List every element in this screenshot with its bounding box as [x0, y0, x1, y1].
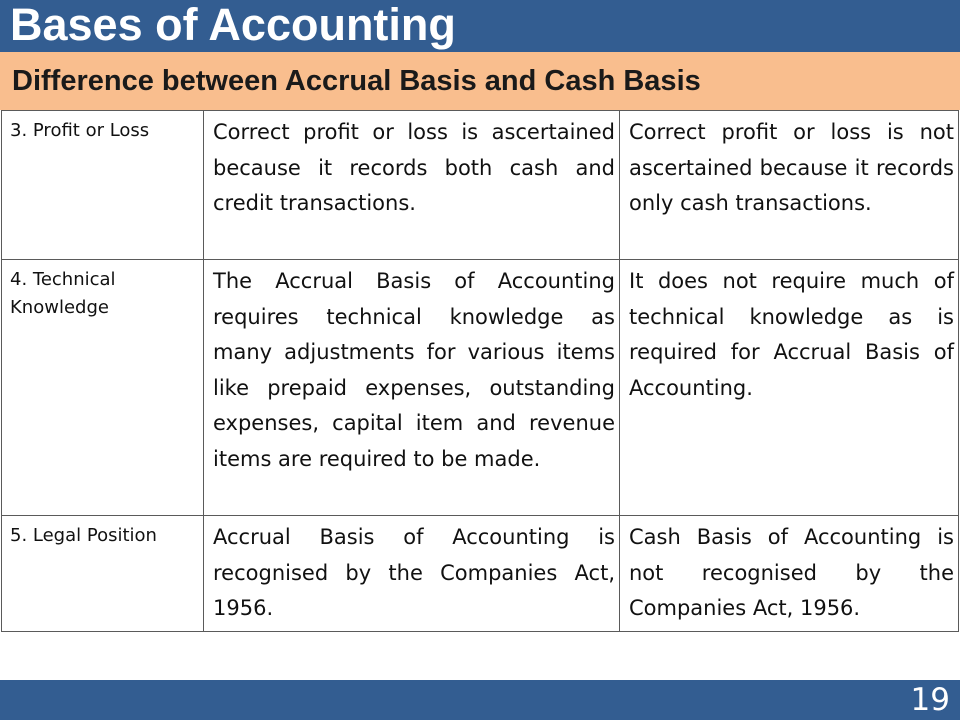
aspect-cell: 3. Profit or Loss	[2, 111, 204, 260]
cash-basis-cell: Correct profit or loss is not ascertained because it records only cash transactions.	[620, 111, 959, 260]
aspect-cell: 5. Legal Position	[2, 516, 204, 632]
cash-basis-cell: Cash Basis of Accounting is not recognised by the Companies Act, 1956.	[620, 516, 959, 632]
comparison-table	[1, 110, 959, 632]
title-bar	[0, 0, 960, 52]
table-row-profit-or-loss	[2, 111, 959, 260]
table-row-legal-position	[2, 516, 959, 632]
accrual-basis-cell: Accrual Basis of Accounting is recognised by the Companies Act, 1956.	[204, 516, 620, 632]
table-row-technical-knowledge	[2, 260, 959, 516]
slide-title: Bases of Accounting	[10, 0, 456, 50]
slide-subtitle: Difference between Accrual Basis and Cash Basis	[12, 65, 701, 97]
aspect-cell: 4. Technical Knowledge	[2, 260, 204, 516]
accrual-basis-cell: Correct profit or loss is ascertained because it records both cash and credit transactions.	[204, 111, 620, 260]
footer-bar	[0, 680, 960, 720]
accrual-basis-cell: The Accrual Basis of Accounting requires technical knowledge as many adjustments for various items like prepaid expenses, outstanding expenses, capital item and revenue items are required to be made.	[204, 260, 620, 516]
page-number: 19	[910, 682, 950, 718]
subtitle-bar	[0, 52, 960, 110]
cash-basis-cell: It does not require much of technical knowledge as is required for Accrual Basis of Accounting.	[620, 260, 959, 516]
